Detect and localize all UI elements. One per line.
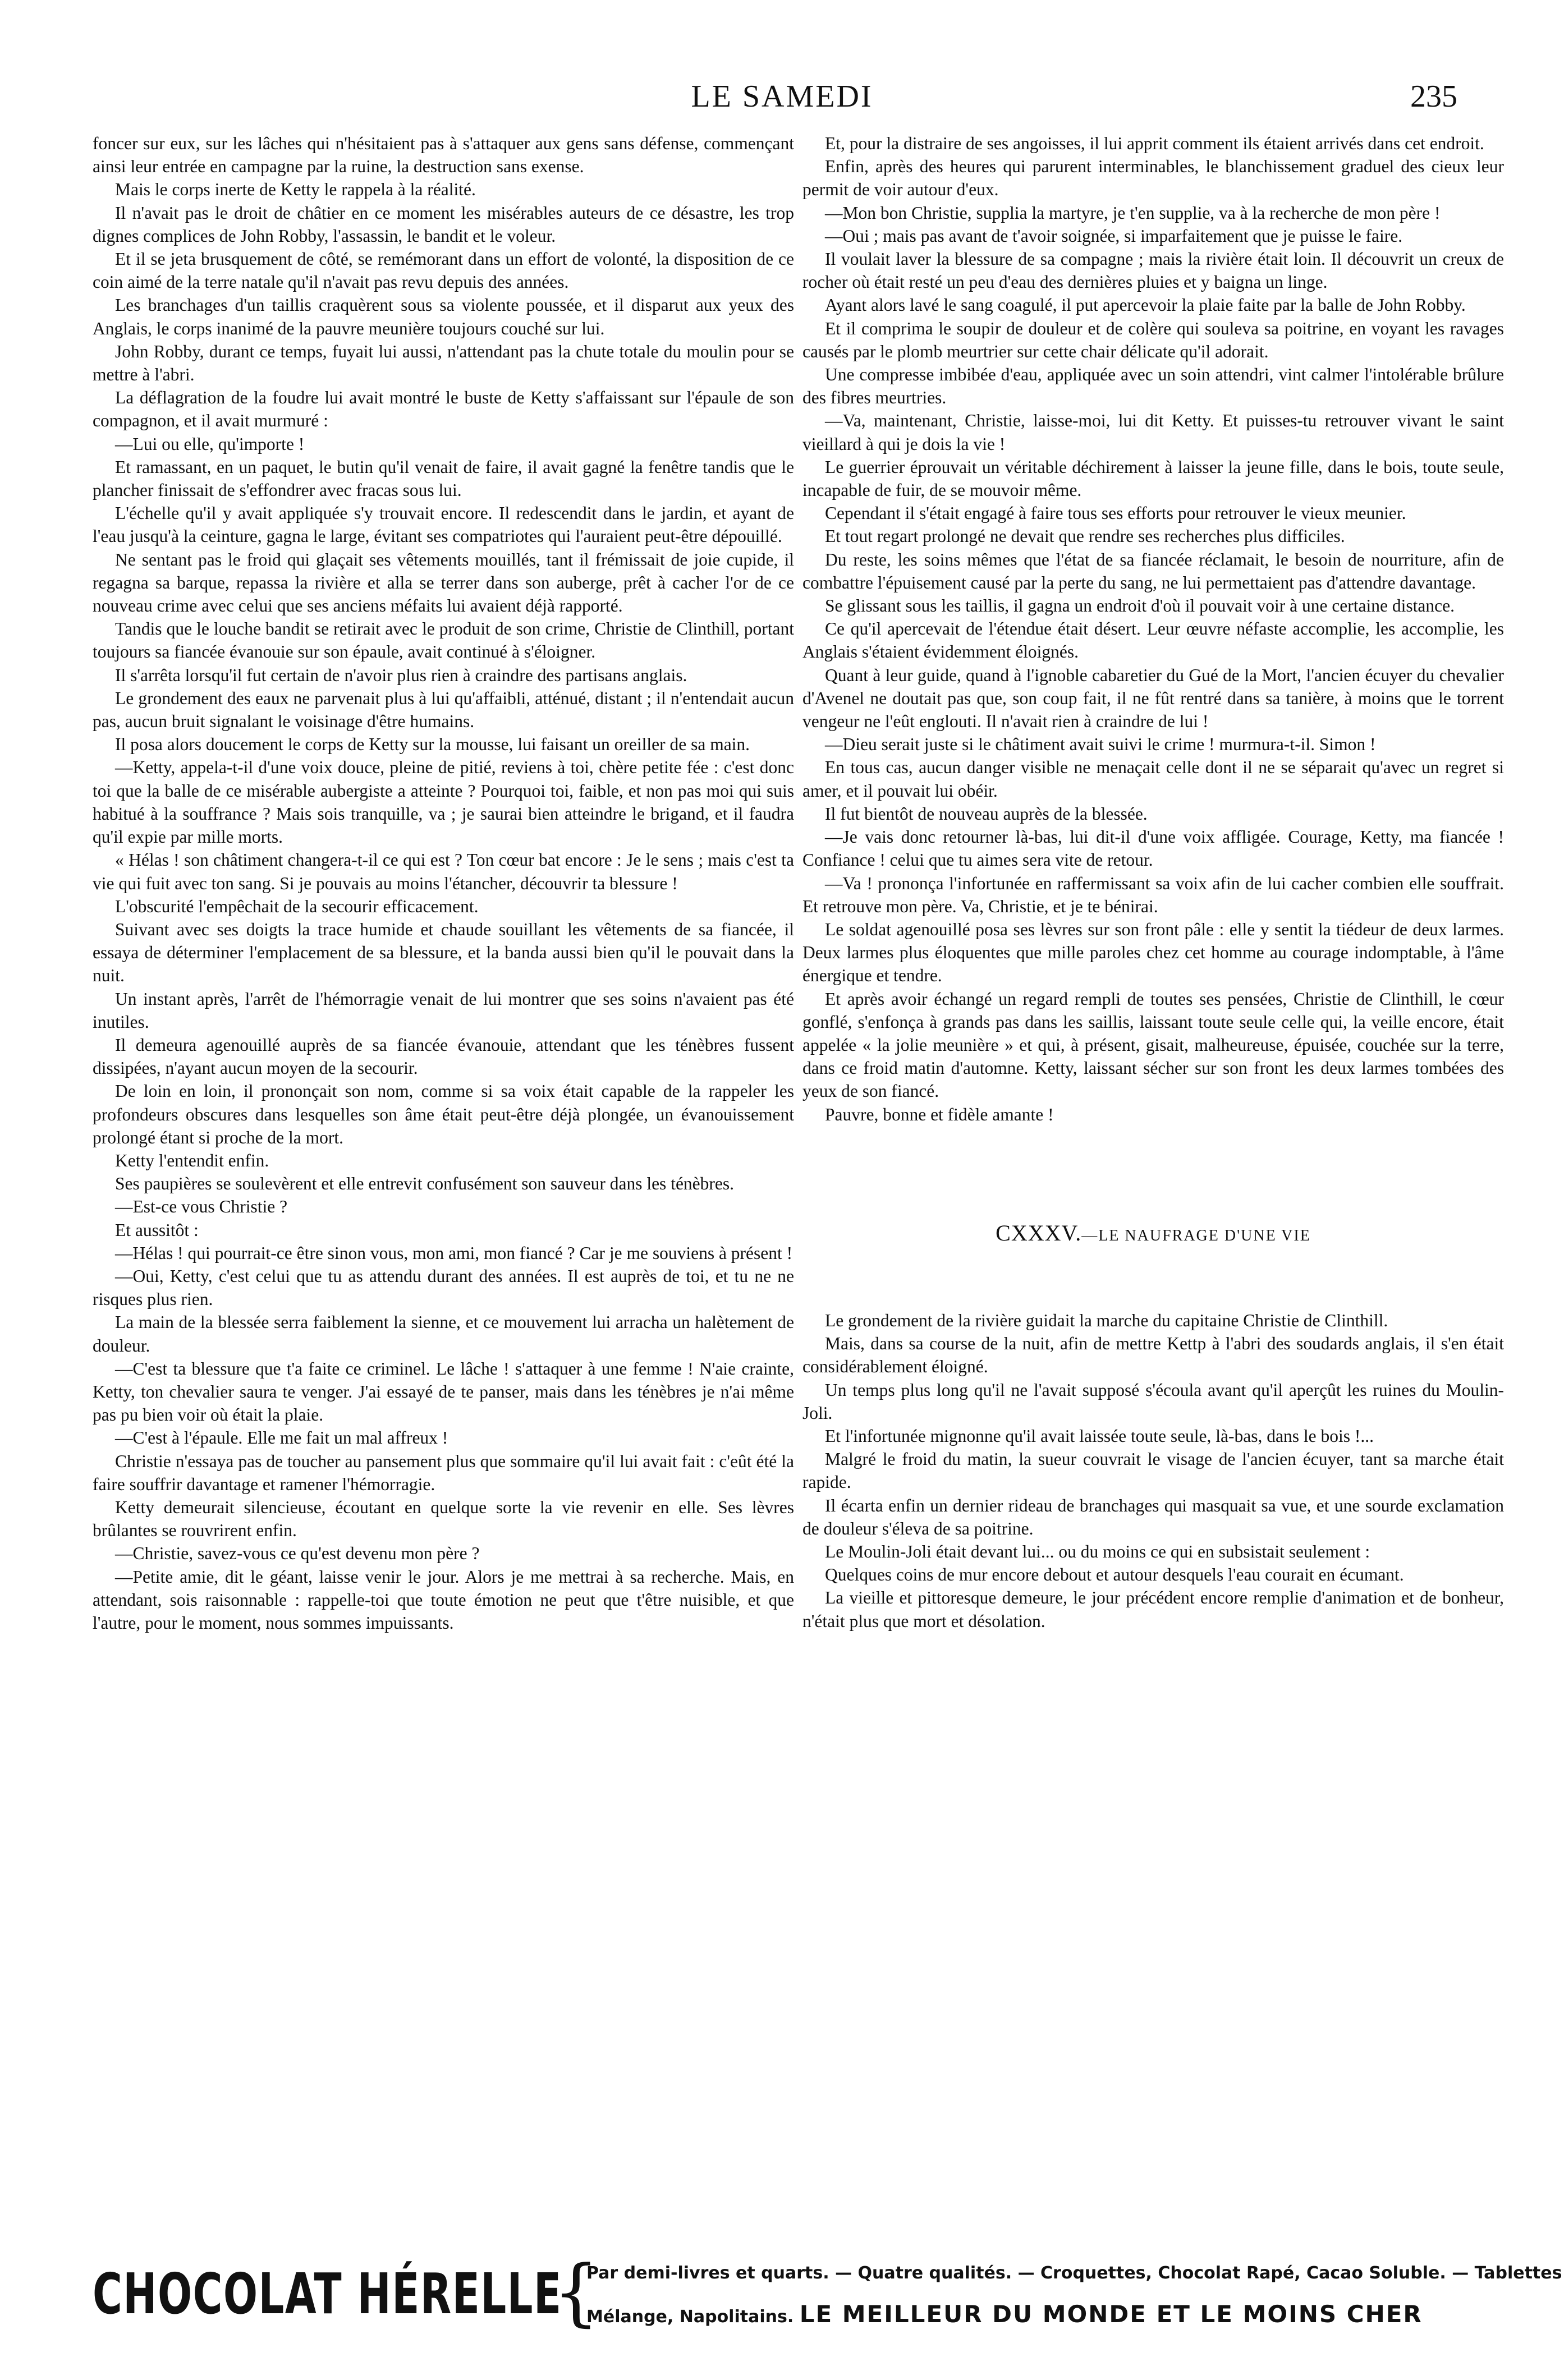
paragraph: —Va ! prononça l'infortunée en raffermissant sa voix afin de lui cacher combien elle souffrait. Et retrouve mon père. Va, Christie, et je te bénirai.	[802, 873, 1504, 916]
paragraph: Le soldat agenouillé posa ses lèvres sur son front pâle : elle y sentit la tiédeur de deux larmes. Deux larmes plus éloquentes que mille paroles chez cet homme au courage indomptable, à l'âme énergique et tendre.	[802, 919, 1504, 986]
right-column-bottom-text	[802, 1309, 1504, 1633]
paragraph: Ketty l'entendit enfin.	[115, 1150, 269, 1170]
paragraph: Il s'arrêta lorsqu'il fut certain de n'avoir plus rien à craindre des partisans anglais.	[115, 665, 687, 685]
paragraph: Ses paupières se soulevèrent et elle entrevit confusément son sauveur dans les ténèbres.	[115, 1174, 735, 1194]
paragraph: Ce qu'il apercevait de l'étendue était désert. Leur œuvre néfaste accomplie, les accomplie, les Anglais s'étaient évidemment éloignés.	[802, 619, 1504, 662]
left-column	[93, 132, 794, 1634]
paragraph: —Lui ou elle, qu'importe !	[115, 434, 305, 454]
paragraph: Ne sentant pas le froid qui glaçait ses vêtements mouillés, tant il frémissait de joie cupide, il regagna sa barque, repassa la rivière et alla se terrer dans son auberge, prêt à cacher l'or de ce nouveau crime avec celui que ses anciens méfaits lui avaient déjà rapporté.	[93, 549, 794, 616]
paragraph: —Mon bon Christie, supplia la martyre, je t'en supplie, va à la recherche de mon père !	[825, 203, 1441, 223]
paragraph: L'obscurité l'empêchait de la secourir efficacement.	[115, 896, 479, 916]
paragraph: Il n'avait pas le droit de châtier en ce moment les misérables auteurs de ce désastre, les trop dignes complices de John Robby, l'assassin, le bandit et le voleur.	[93, 203, 794, 246]
paragraph: Ayant alors lavé le sang coagulé, il put apercevoir la plaie faite par la balle de John Robby.	[825, 295, 1466, 315]
page-number: 235	[1410, 79, 1457, 114]
advert-brace: {	[553, 2249, 599, 2335]
paragraph: Et il comprima le soupir de douleur et de colère qui souleva sa poitrine, en voyant les ravages causés par le plomb meurtrier sur cette chair délicate qu'il adorait.	[802, 318, 1504, 361]
advert-products-line: Par demi-livres et quarts. — Quatre qualités. — Croquettes, Chocolat Rapé, Cacao Soluble. — Tablettes	[586, 2263, 1562, 2283]
paragraph: John Robby, durant ce temps, fuyait lui aussi, n'attendant pas la chute totale du moulin pour se mettre à l'abri.	[93, 341, 794, 385]
paragraph: Et ramassant, en un paquet, le butin qu'il venait de faire, il avait gagné la fenêtre tandis que le plancher finissait de s'effondrer avec fracas sous lui.	[93, 457, 794, 500]
paragraph: L'échelle qu'il y avait appliquée s'y trouvait encore. Il redescendit dans le jardin, et ayant de l'eau jusqu'à la ceinture, gagna le large, évitant ses compatriotes qui l'auraient peut-être dépouillé.	[93, 503, 794, 546]
paragraph: Quelques coins de mur encore debout et autour desquels l'eau courait en écumant.	[825, 1565, 1404, 1585]
paragraph: —Dieu serait juste si le châtiment avait suivi le crime ! murmura-t-il. Simon !	[825, 734, 1376, 755]
page-header	[0, 79, 1564, 123]
paragraph: Et après avoir échangé un regard rempli de toutes ses pensées, Christie de Clinthill, le cœur gonflé, s'enfonça à grands pas dans les saillis, laissant toute seule celle qui, la veille encore, était appelée « la jolie meunière » et qui, à présent, gisait, malheureuse, épuisée, couchée sur la terre, dans ce froid matin d'automne. Ketty, laissant sécher sur son front les deux larmes tombées des yeux de son fiancé.	[802, 989, 1504, 1101]
paragraph: Et, pour la distraire de ses angoisses, il lui apprit comment ils étaient arrivés dans cet endroit.	[825, 134, 1484, 153]
paragraph: Le grondement de la rivière guidait la marche du capitaine Christie de Clinthill.	[825, 1310, 1388, 1330]
paragraph: La main de la blessée serra faiblement la sienne, et ce mouvement lui arracha un halètement de douleur.	[93, 1312, 794, 1356]
chapter-title: —LE NAUFRAGE D'UNE VIE	[1081, 1226, 1311, 1244]
paragraph: —C'est à l'épaule. Elle me fait un mal affreux !	[115, 1428, 448, 1448]
paragraph: —C'est ta blessure que t'a faite ce criminel. Le lâche ! s'attaquer à une femme ! N'aie crainte, Ketty, ton chevalier saura te venger. J'ai essayé de te panser, mais dans les ténèbres je n'ai même pas pu bien voir où était la plaie.	[93, 1358, 794, 1425]
paragraph: Ketty demeurait silencieuse, écoutant en quelque sorte la vie revenir en elle. Ses lèvres brûlantes se rouvrirent enfin.	[93, 1497, 794, 1541]
paragraph: Il demeura agenouillé auprès de sa fiancée évanouie, attendant que les ténèbres fussent dissipées, n'ayant aucun moyen de la secourir.	[93, 1035, 794, 1078]
paragraph: Du reste, les soins mêmes que l'état de sa fiancée réclamait, le besoin de nourriture, afin de combattre l'épuisement causé par la perte du sang, ne lui permettaient pas d'attendre davantage.	[802, 549, 1504, 592]
running-title: LE SAMEDI	[691, 79, 873, 114]
chocolat-advertisement	[93, 2249, 1562, 2340]
paragraph: Cependant il s'était engagé à faire tous ses efforts pour retrouver le vieux meunier.	[825, 503, 1406, 523]
paragraph: —Petite amie, dit le géant, laisse venir le jour. Alors je me mettrai à sa recherche. Mais, en attendant, sois raisonnable : rappelle-toi que toute émotion ne peut que t'être nuisible, et que l'autre, pour le moment, nous sommes impuissants.	[93, 1566, 794, 1633]
paragraph: Le Moulin-Joli était devant lui... ou du moins ce qui en subsistait seulement :	[825, 1541, 1370, 1561]
paragraph: Malgré le froid du matin, la sueur couvrait le visage de l'ancien écuyer, tant sa marche était rapide.	[802, 1449, 1504, 1492]
chapter-heading	[802, 1221, 1504, 1247]
paragraph: Mais le corps inerte de Ketty le rappela à la réalité.	[115, 180, 476, 200]
paragraph: Quant à leur guide, quand à l'ignoble cabaretier du Gué de la Mort, l'ancien écuyer du chevalier d'Avenel ne doutait pas que, son coup fait, il ne fût rentré dans sa tanière, à moins que le torrent vengeur ne l'eût englouti. Il n'avait rien à craindre de lui !	[802, 665, 1504, 732]
paragraph: De loin en loin, il prononçait son nom, comme si sa voix était capable de la rappeler les profondeurs obscures dans lesquelles son âme était peut-être déjà plongée, un évanouissement prolongé étant si proche de la mort.	[93, 1081, 794, 1147]
paragraph: Enfin, après des heures qui parurent interminables, le blanchissement graduel des cieux leur permit de voir autour d'eux.	[802, 157, 1504, 200]
paragraph: —Oui ; mais pas avant de t'avoir soignée, si imparfaitement que je puisse le faire.	[825, 226, 1403, 246]
paragraph: En tous cas, aucun danger visible ne menaçait celle dont il ne se séparait qu'avec un regret si amer, et il pouvait lui obéir.	[802, 757, 1504, 801]
paragraph: Il posa alors doucement le corps de Ketty sur la mousse, lui faisant un oreiller de sa main.	[115, 734, 750, 755]
paragraph: Et il se jeta brusquement de côté, se remémorant dans un effort de volonté, la disposition de ce coin aimé de la terre natale qu'il n'avait pas revu depuis des années.	[93, 249, 794, 292]
paragraph: Les branchages d'un taillis craquèrent sous sa violente poussée, et il disparut aux yeux des Anglais, le corps inanimé de la pauvre meunière toujours couché sur lui.	[93, 295, 794, 338]
paragraph: Il fut bientôt de nouveau auprès de la blessée.	[825, 803, 1148, 824]
paragraph: —Je vais donc retourner là-bas, lui dit-il d'une voix affligée. Courage, Ketty, ma fiancée ! Confiance ! celui que tu aimes sera vite de retour.	[802, 827, 1504, 870]
paragraph: Une compresse imbibée d'eau, appliquée avec un soin attendri, vint calmer l'intolérable brûlure des fibres meurtries.	[802, 365, 1504, 408]
paragraph: Le guerrier éprouvait un véritable déchirement à laisser la jeune fille, dans le bois, toute seule, incapable de fuir, de se mouvoir même.	[802, 457, 1504, 500]
right-column-top-text	[802, 132, 1504, 1126]
paragraph: Un instant après, l'arrêt de l'hémorragie venait de lui montrer que ses soins n'avaient pas été inutiles.	[93, 989, 794, 1032]
paragraph: Et aussitôt :	[115, 1220, 199, 1240]
paragraph: —Va, maintenant, Christie, laisse-moi, lui dit Ketty. Et puisses-tu retrouver vivant le saint vieillard à qui je dois la vie !	[802, 411, 1504, 454]
paragraph: La vieille et pittoresque demeure, le jour précédent encore remplie d'animation et de bonheur, n'était plus que mort et désolation.	[802, 1588, 1504, 1631]
advert-varieties: Mélange, Napolitains.	[586, 2307, 794, 2327]
paragraph: Et tout regart prolongé ne devait que rendre ses recherches plus difficiles.	[825, 526, 1345, 546]
chapter-number: CXXXV.	[996, 1220, 1082, 1246]
paragraph: Se glissant sous les taillis, il gagna un endroit d'où il pouvait voir à une certaine distance.	[825, 596, 1455, 616]
paragraph: —Hélas ! qui pourrait-ce être sinon vous, mon ami, mon fiancé ? Car je me souviens à présent !	[115, 1243, 793, 1263]
paragraph: Pauvre, bonne et fidèle amante !	[825, 1104, 1054, 1124]
advert-brand: CHOCOLAT HÉRELLE	[93, 2261, 562, 2327]
paragraph: Le grondement des eaux ne parvenait plus à lui qu'affaibli, atténué, distant ; il n'entendait aucun pas, aucun bruit signalant le voisinage d'être humains.	[93, 688, 794, 732]
paragraph: Il voulait laver la blessure de sa compagne ; mais la rivière était loin. Il découvrit un creux de rocher où était resté un peu d'eau des dernières pluies et y baigna un linge.	[802, 249, 1504, 292]
paragraph: Il écarta enfin un dernier rideau de branchages qui masquait sa vue, et une sourde exclamation de douleur s'éleva de sa poitrine.	[802, 1495, 1504, 1538]
advert-slogan-line	[586, 2300, 1423, 2328]
paragraph: Et l'infortunée mignonne qu'il avait laissée toute seule, là-bas, dans le bois !...	[825, 1426, 1374, 1446]
paragraph: Christie n'essaya pas de toucher au pansement plus que sommaire qu'il lui avait fait : c'eût été la faire souffrir davantage et ramener l'hémorragie.	[93, 1451, 794, 1494]
paragraph: —Ketty, appela-t-il d'une voix douce, pleine de pitié, reviens à toi, chère petite fée : c'est donc toi que la balle de ce misérable aubergiste a atteinte ? Pourquoi toi, faible, et non pas moi qui suis habitué à la souffrance ? Mais sois tranquille, va ; je saurai bien atteindre le brigand, et il faudra qu'il expie par mille morts.	[93, 757, 794, 847]
paragraph: —Christie, savez-vous ce qu'est devenu mon père ?	[115, 1543, 480, 1564]
paragraph: Tandis que le louche bandit se retirait avec le produit de son crime, Christie de Clinthill, portant toujours sa fiancée évanouie sur son épaule, avait continué à s'éloigner.	[93, 619, 794, 662]
paragraph: Mais, dans sa course de la nuit, afin de mettre Kettp à l'abri des soudards anglais, il s'en était considérablement éloigné.	[802, 1334, 1504, 1377]
paragraph: —Est-ce vous Christie ?	[115, 1197, 288, 1217]
paragraph: La déflagration de la foudre lui avait montré le buste de Ketty s'affaissant sur l'épaule de son compagnon, et il avait murmuré :	[93, 388, 794, 431]
paragraph: Suivant avec ses doigts la trace humide et chaude souillant les vêtements de sa fiancée, il essaya de déterminer l'emplacement de sa blessure, et la banda aussi bien qu'il le pouvait dans la nuit.	[93, 919, 794, 986]
right-column	[802, 132, 1504, 1633]
paragraph: foncer sur eux, sur les lâches qui n'hésitaient pas à s'attaquer aux gens sans défense, commençant ainsi leur entrée en campagne par la ruine, la destruction sans exense.	[93, 134, 794, 177]
paragraph: « Hélas ! son châtiment changera-t-il ce qui est ? Ton cœur bat encore : Je le sens ; mais c'est ta vie qui fuit avec ton sang. Si je pouvais au moins l'étancher, découvrir ta blessure !	[93, 850, 794, 893]
paragraph: —Oui, Ketty, c'est celui que tu as attendu durant des années. Il est auprès de toi, et tu ne ne risques plus rien.	[93, 1266, 794, 1310]
paragraph: Un temps plus long qu'il ne l'avait supposé s'écoula avant qu'il aperçût les ruines du Moulin-Joli.	[802, 1380, 1504, 1423]
advert-slogan: LE MEILLEUR DU MONDE ET LE MOINS CHER	[799, 2300, 1423, 2328]
